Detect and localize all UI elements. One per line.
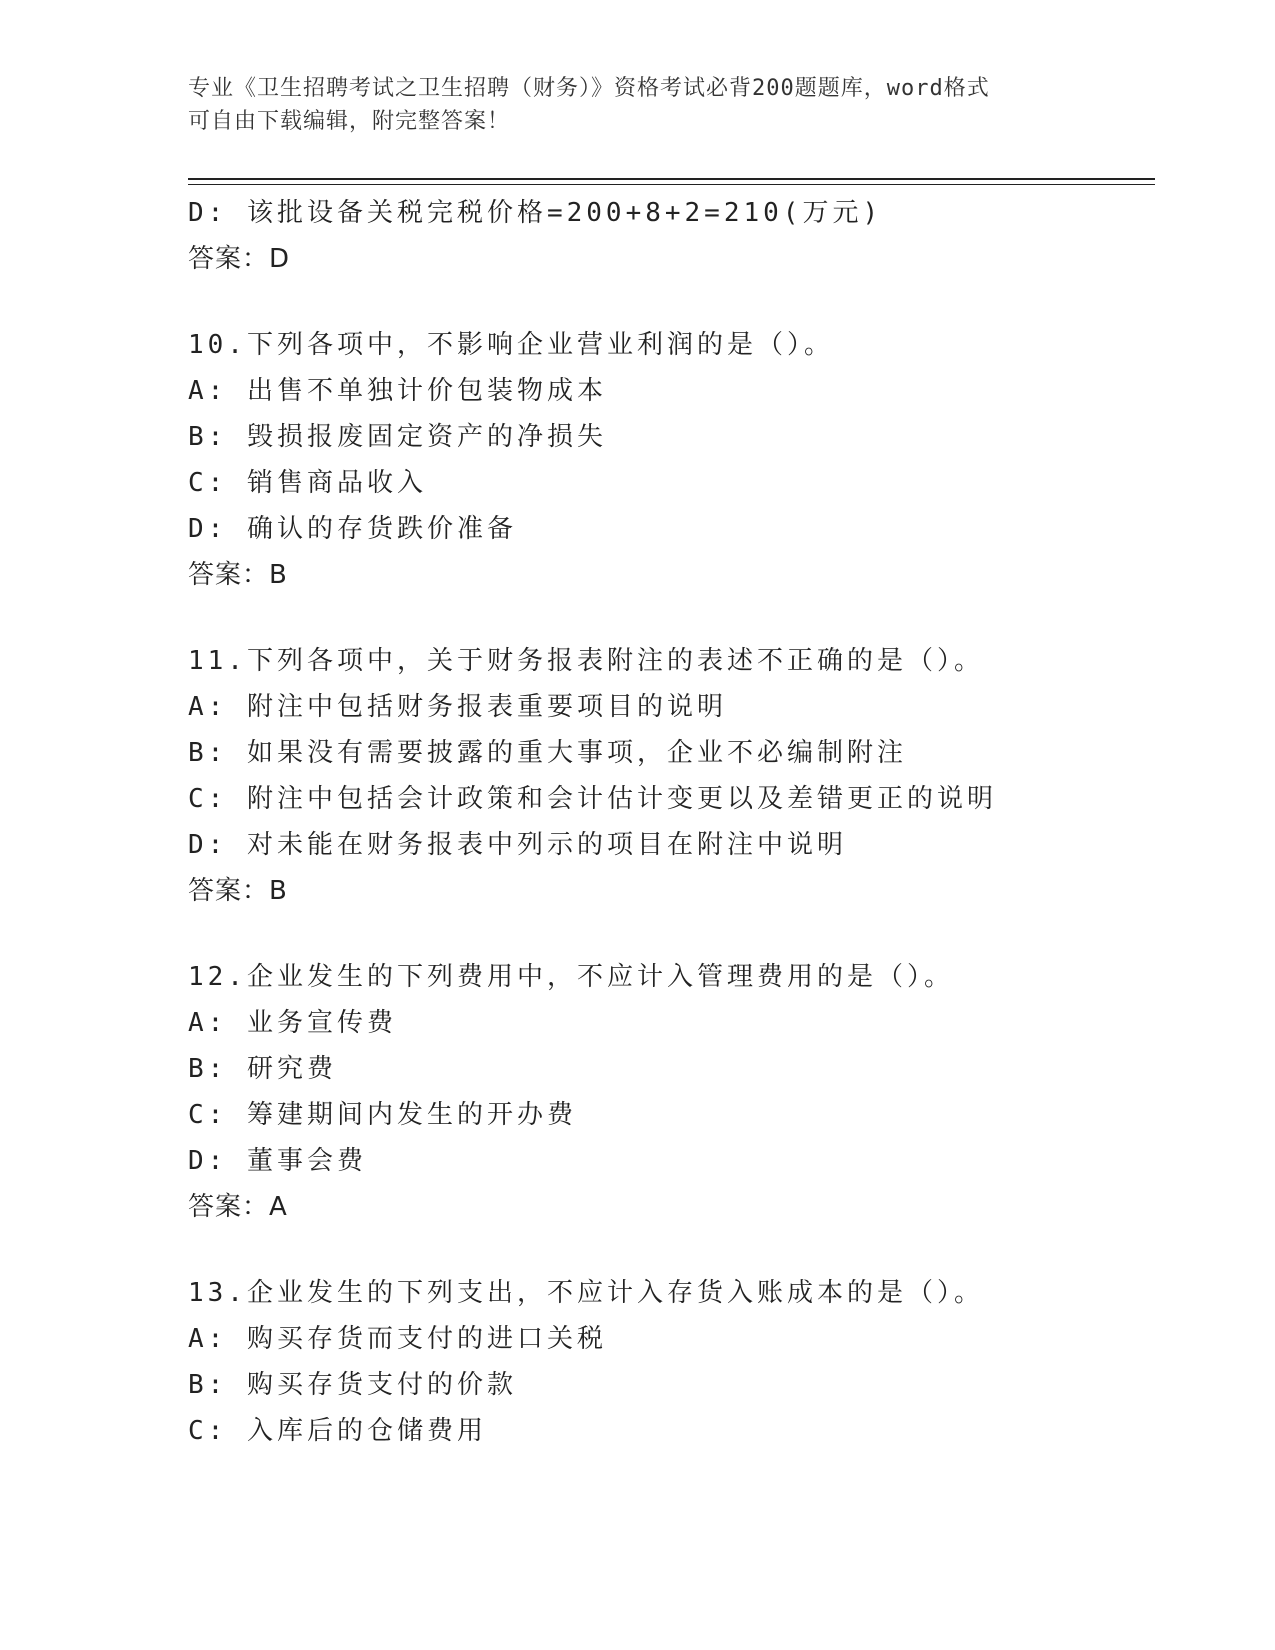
document-header [188, 72, 1088, 138]
option-d: D: 确认的存货跌价准备 [188, 514, 517, 544]
option-d: D: 董事会费 [188, 1146, 367, 1176]
question-stem: 10.下列各项中，不影响企业营业利润的是（）。 [188, 330, 834, 360]
answer-line: 答案：B [188, 876, 288, 906]
option-d: D: 该批设备关税完税价格=200+8+2=210(万元) [188, 198, 883, 228]
option-c: C: 附注中包括会计政策和会计估计变更以及差错更正的说明 [188, 784, 997, 814]
answer-line: 答案：B [188, 560, 288, 590]
spacer [188, 282, 1155, 322]
option-b: B: 购买存货支付的价款 [188, 1370, 517, 1400]
question-list [188, 190, 1155, 1454]
spacer [188, 914, 1155, 954]
answer-line: 答案：D [188, 244, 291, 274]
question-10 [188, 322, 1155, 598]
question-13 [188, 1270, 1155, 1454]
question-stem: 12.企业发生的下列费用中，不应计入管理费用的是（）。 [188, 962, 954, 992]
spacer [188, 1230, 1155, 1270]
header-title-line-1: 专业《卫生招聘考试之卫生招聘（财务）》资格考试必背200题题库，word格式 [188, 76, 990, 101]
header-rule-thick [188, 178, 1155, 180]
spacer [188, 598, 1155, 638]
question-stem: 13.企业发生的下列支出，不应计入存货入账成本的是（）。 [188, 1278, 984, 1308]
header-rule-thin [188, 184, 1155, 185]
option-c: C: 销售商品收入 [188, 468, 427, 498]
question-stem: 11.下列各项中，关于财务报表附注的表述不正确的是（）。 [188, 646, 984, 676]
header-title-line-2: 可自由下载编辑，附完整答案！ [188, 109, 511, 134]
option-a: A: 购买存货而支付的进口关税 [188, 1324, 607, 1354]
answer-line: 答案：A [188, 1192, 288, 1222]
option-b: B: 如果没有需要披露的重大事项，企业不必编制附注 [188, 738, 907, 768]
question-11 [188, 638, 1155, 914]
question-9-tail [188, 190, 1155, 282]
option-a: A: 出售不单独计价包装物成本 [188, 376, 607, 406]
option-b: B: 毁损报废固定资产的净损失 [188, 422, 607, 452]
option-b: B: 研究费 [188, 1054, 337, 1084]
option-c: C: 入库后的仓储费用 [188, 1416, 487, 1446]
option-c: C: 筹建期间内发生的开办费 [188, 1100, 577, 1130]
question-12 [188, 954, 1155, 1230]
option-a: A: 业务宣传费 [188, 1008, 397, 1038]
option-d: D: 对未能在财务报表中列示的项目在附注中说明 [188, 830, 847, 860]
option-a: A: 附注中包括财务报表重要项目的说明 [188, 692, 727, 722]
